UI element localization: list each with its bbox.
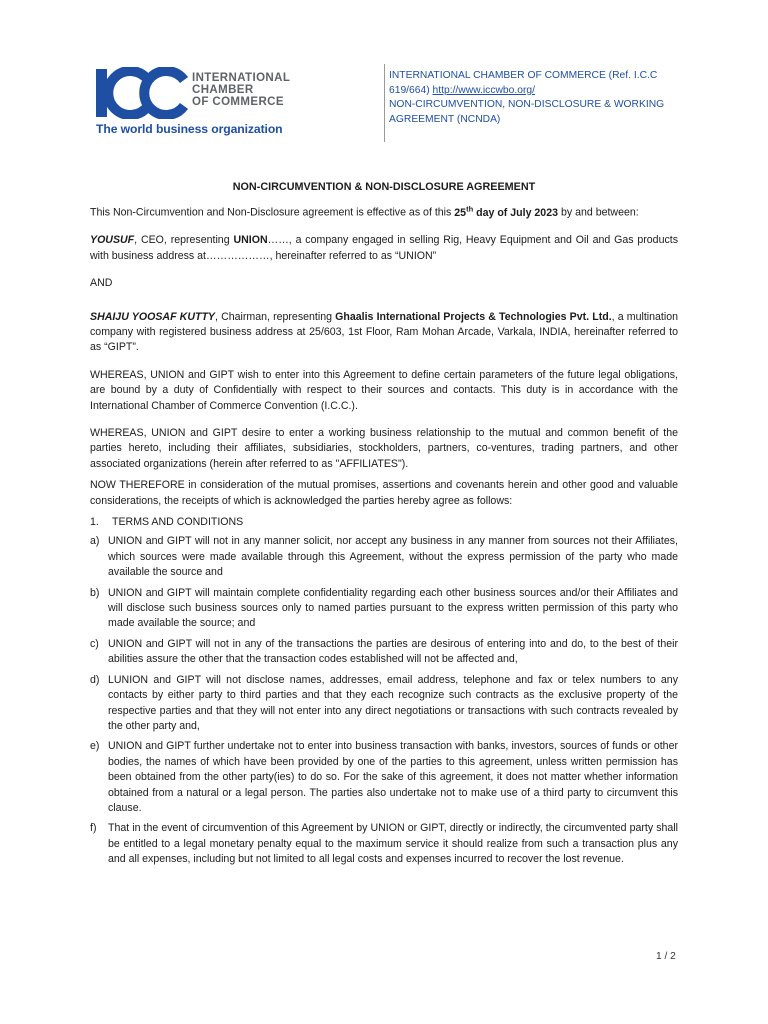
clause-marker: d) xyxy=(90,673,100,686)
clause-marker: f) xyxy=(90,822,97,835)
clause-marker: c) xyxy=(90,637,99,650)
clause-item xyxy=(90,637,678,668)
icc-logo-wordmark xyxy=(192,73,302,108)
party-one-role: , CEO, representing xyxy=(134,234,230,247)
logo-line-3: OF COMMERCE xyxy=(192,95,284,108)
clause-text: UNION and GIPT will not in any of the transactions the parties are desirous of entering into and do, to the best of their abilities assure the other that the transaction codes established will not be affected and, xyxy=(108,637,678,666)
intro-day: 25 xyxy=(454,206,467,219)
party-two-role: , Chairman, representing xyxy=(215,310,332,323)
party-one-paragraph xyxy=(90,233,678,264)
party-one-company: UNION xyxy=(233,234,268,247)
intro-day-suffix: th xyxy=(466,204,474,214)
clause-marker: e) xyxy=(90,740,100,753)
intro-after: by and between: xyxy=(560,206,639,219)
party-two-company: Ghaalis International Projects & Technologies Pvt. Ltd. xyxy=(335,310,612,323)
clause-marker: a) xyxy=(90,535,100,548)
clause-text: UNION and GIPT further undertake not to enter into business transaction with banks, investors, sources of funds or other bodies, the names of which have been provided by one of the parties to this agreement, unless written permission has been obtained from the other party(ies) to do so. For the sake of this agreement, it does not matter whether information obtained from a natural or a legal person. The parties also undertake not to make use of a third party to circumvent this clause. xyxy=(108,740,678,814)
header-reference xyxy=(389,69,673,127)
whereas-paragraph-1: WHEREAS, UNION and GIPT wish to enter into this Agreement to define certain parameters of the future legal obligations, are bound by a duty of Confidentially with respect to their sources and contacts. This duty is in accordance with the International Chamber of Commerce Convention (I.C.C.). xyxy=(90,368,678,412)
section-number: 1. xyxy=(90,516,99,529)
icc-logo xyxy=(96,67,296,137)
agreement-body xyxy=(90,180,678,873)
intro-paragraph xyxy=(90,201,678,221)
clause-item xyxy=(90,534,678,580)
header-ref-line-3: NON-CIRCUMVENTION, NON-DISCLOSURE & WORKING xyxy=(389,99,665,111)
and-separator: AND xyxy=(90,277,113,290)
logo-line-1: INTERNATIONAL xyxy=(192,72,291,84)
header-ref-line-4: AGREEMENT (NCNDA) xyxy=(389,113,501,125)
clause-text: UNION and GIPT will maintain complete confidentiality regarding each other business sources and/or their Affiliates and will disclose such business sources only to named parties pursuant to the express written permission of this party who made available the source; and xyxy=(108,586,678,630)
header-ref-number: 619/664) xyxy=(389,84,430,96)
clause-text: LUNION and GIPT will not disclose names, addresses, email address, telephone and fax or telex numbers to any contacts by either party to third parties and that they each recognize such contracts as the exclusive property of the respective parties and that they will not enter into any direct negotiations or transactions with such contracts revealed by the other party and, xyxy=(108,673,678,732)
iccwbo-link[interactable]: http://www.iccwbo.org/ xyxy=(432,84,535,96)
intro-month-year: day of July 2023 xyxy=(476,206,558,219)
logo-tagline: The world business organization xyxy=(96,122,283,136)
clause-item xyxy=(90,739,678,816)
icc-logo-letters: ICC xyxy=(96,67,98,68)
section-title: TERMS AND CONDITIONS xyxy=(112,516,244,529)
logo-line-2: CHAMBER xyxy=(192,83,254,96)
clause-list xyxy=(90,534,678,867)
clause-item xyxy=(90,673,678,735)
clause-marker: b) xyxy=(90,586,100,599)
icc-logo-mark xyxy=(96,67,188,119)
party-two-name: SHAIJU YOOSAF KUTTY xyxy=(90,310,215,323)
party-two-details: , a multination company with registered business address at 25/603, 1st Floor, Ram Mohan Arcade, Varkala, INDIA, hereinafter referred to as “GIPT”. xyxy=(90,310,679,354)
clause-text: UNION and GIPT will not in any manner solicit, nor accept any business in any manner from sources not their Affiliates, which sources were made available through this Agreement, without the express permission of the party who made available the source and xyxy=(108,535,678,579)
clause-item xyxy=(90,821,678,867)
section-heading xyxy=(90,515,678,530)
party-one-name: YOUSUF xyxy=(90,234,135,247)
page-number: 1 / 2 xyxy=(656,951,676,962)
intro-before: This Non-Circumvention and Non-Disclosure agreement is effective as of this xyxy=(90,206,452,219)
header-divider xyxy=(384,64,385,142)
party-one-details: ……, a company engaged in selling Rig, Heavy Equipment and Oil and Gas products with business address at………………, hereinafter referred to as “UNION” xyxy=(90,234,678,262)
clause-item xyxy=(90,586,678,632)
clause-text: That in the event of circumvention of this Agreement by UNION or GIPT, directly or indirectly, the circumvented party shall be entitled to a legal monetary penalty equal to the maximum service it should realize from such a transaction plus any and all expenses, including but not limited to all legal costs and expenses incurred to recover the lost revenue. xyxy=(108,822,678,866)
whereas-paragraph-2: WHEREAS, UNION and GIPT desire to enter a working business relationship to the mutual and common benefit of the parties hereto, including their affiliates, subsidiaries, stockholders, partners, co-ventures, trading partners, and other associated organizations (herein after referred to as "AFFILIATES"). xyxy=(90,427,678,470)
document-title: NON-CIRCUMVENTION & NON-DISCLOSURE AGREEMENT xyxy=(232,181,536,193)
header-ref-line-2 xyxy=(389,84,673,99)
now-therefore-paragraph: NOW THEREFORE in consideration of the mutual promises, assertions and covenants herein and other good and valuable considerations, the receipts of which is acknowledged the parties hereby agree as follows: xyxy=(90,479,678,507)
header-ref-line-1: INTERNATIONAL CHAMBER OF COMMERCE (Ref. I.C.C xyxy=(389,70,658,81)
party-two-paragraph xyxy=(90,310,678,356)
